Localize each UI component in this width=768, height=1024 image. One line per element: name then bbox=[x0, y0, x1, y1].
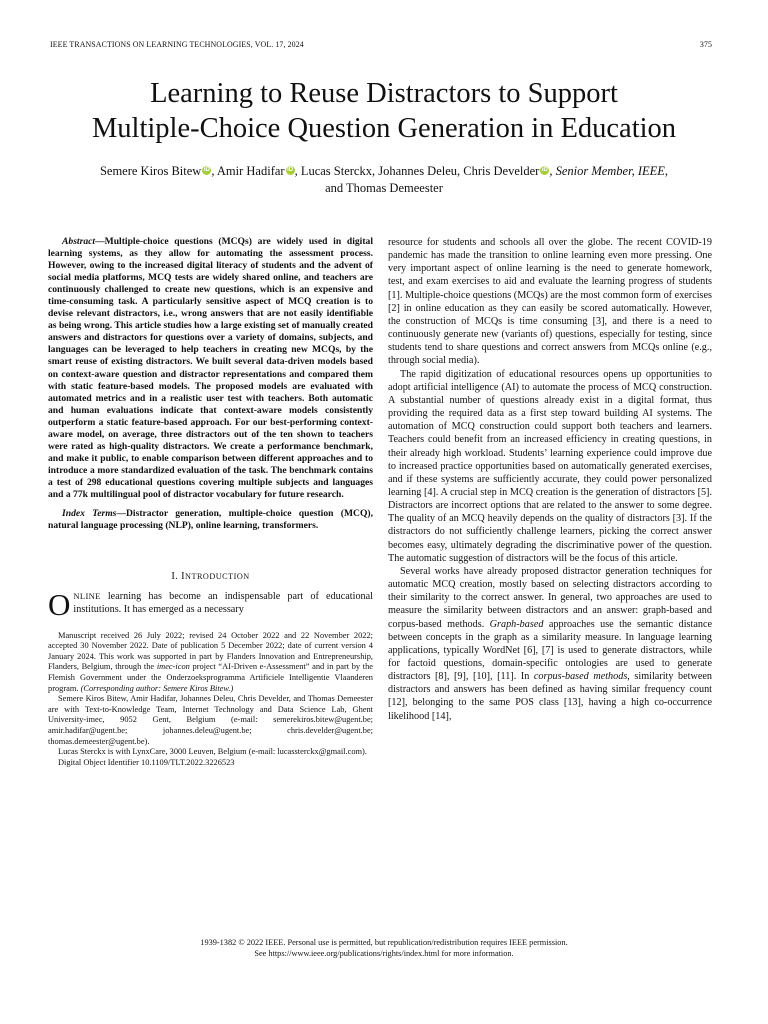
authors-line-1 bbox=[40, 163, 728, 180]
copyright-line: 1939-1382 © 2022 IEEE. Personal use is permitted, but republication/redistribution requires IEEE permission. bbox=[200, 938, 568, 947]
paper-title bbox=[40, 76, 728, 146]
abstract bbox=[48, 236, 373, 501]
author-list bbox=[40, 163, 728, 197]
abstract-text: —Multiple-choice questions (MCQs) are widely used in digital learning systems, as they allow for automating the assessment process. However, owing to the increased digital literacy of students and the advent of social media platforms, MCQ tests are widely shared online, and teachers are continuously challenged to create new questions, which is an expensive and time-consuming task. A particularly sensitive aspect of MCQ creation is to devise relevant distractors, i.e., wrong answers that are not easily identifiable as being wrong. This article studies how a large existing set of manually created answers and distractors for questions over a variety of domains, subjects, and languages can be leveraged to help teachers in creating new MCQs, by the smart reuse of existing distractors. We built several data-driven models based on context-aware question and distractor representations and compared them with static feature-based models. The proposed models are evaluated with automated metrics and in a realistic user test with teachers. Both automatic and human evaluations indicate that context-aware models consistently outperform a static feature-based approach. For our best-performing context-aware model, on average, three distractors out of the ten shown to teachers were rated as high-quality distractors. We create a performance benchmark, and make it public, to enable comparison between different approaches and to introduce a more standardized evaluation of the task. The benchmark contains a test of 298 educational questions covering multiple subjects and languages and a 77k multilingual pool of distractor vocabulary for future research. bbox=[48, 236, 373, 500]
copyright-footer bbox=[40, 937, 728, 959]
orcid-icon[interactable]: iD bbox=[203, 167, 210, 173]
section-heading-introduction: I. INTRODUCTION bbox=[171, 571, 250, 583]
author-bitew: Semere Kiros Bitew bbox=[99, 164, 202, 178]
title-line-2: Multiple-Choice Question Generation in Education bbox=[91, 113, 677, 144]
intro-paragraph bbox=[48, 587, 373, 623]
authors-line-2: and Thomas Demeester bbox=[325, 181, 443, 195]
body-paragraph-3: Several works have already proposed distractor generation techniques for automatic MCQ creation, mostly based on selecting distractors according to their similarity to the correct answer. In general, two approaches are used to measure the similarity between distractors and an answer: graph-based and corpus-based methods. Graph-based approaches use the semantic distance between concepts in the graph as a similarity measure. In language learning applications, typically WordNet [6], [7] is used to generate distractors, while for factoid questions, domain-specific ontologies are used to generate distractors [8], [9], [10], [11]. In corpus-based methods, similarity between distractors and answers has been defined as having similar frequency count [12], belonging to the same POS class [13], having a high co-occurrence likelihood [14], bbox=[388, 565, 712, 722]
index-terms bbox=[48, 508, 373, 532]
right-column bbox=[388, 236, 712, 723]
author-membership: , Senior Member, IEEE, bbox=[549, 164, 669, 178]
title-line-1: Learning to Reuse Distractors to Support bbox=[150, 78, 618, 109]
footnote-manuscript: Manuscript received 26 July 2022; revised 24 October 2022 and 22 November 2022; accepted 30 November 2022. Date of publication 5 December 2022; date of current version 4 January 2024. This work was supported in part by Flanders Innovation and Entrepreneurship, Flanders, Belgium, through the imec-icon project “AI-Driven e-Assessment” and in part by the Flemish Government under the Onderzoeksprogramma Artificiele Intelligentie Vlaanderen program. (Corresponding author: Semere Kiros Bitew.) bbox=[48, 630, 373, 693]
running-head bbox=[50, 40, 712, 52]
body-paragraph-2: The rapid digitization of educational resources opens up opportunities to adopt artificial intelligence (AI) to automate the process of MCQ construction. A substantial number of questions already exist in a digital format, thus providing the required data as a first step toward building AI systems. The automation of MCQ construction could support both teachers and learners. Teachers could benefit from an increased efficiency in creating questions, in their already high workload. Students’ learning experience could improve due to increased practice opportunities based on automatically generated exercises, and if these systems are sufficiently accurate, they could power personalized learning [4]. A crucial step in MCQ creation is the generation of distractors [5]. Distractors are incorrect options that are related to the answer to some degree. The quality of an MCQ heavily depends on the quality of distractors [3]. If the distractors do not sufficiently challenge learners, picking the correct answer becomes easy, ultimately degrading the discriminative power of the question. The automatic suggestion of distractors will be the focus of this article. bbox=[388, 368, 712, 564]
orcid-icon[interactable]: iD bbox=[287, 167, 294, 173]
authors-middle: , Lucas Sterckx, Johannes Deleu, Chris Develder bbox=[294, 164, 540, 178]
abstract-label: Abstract bbox=[62, 236, 96, 247]
footnote-lynxcare: Lucas Sterckx is with LynxCare, 3000 Leuven, Belgium (e-mail: lucassterckx@gmail.com). bbox=[58, 747, 367, 757]
rights-link[interactable]: See https://www.ieee.org/publications/rights/index.html for more information. bbox=[254, 949, 514, 958]
index-terms-text: —Distractor generation, multiple-choice question (MCQ), natural language processing (NLP), online learning, transformers. bbox=[48, 508, 373, 532]
drop-cap: O bbox=[48, 587, 71, 623]
index-terms-label: Index Terms bbox=[62, 508, 117, 520]
intro-smallcaps: NLINE bbox=[73, 591, 101, 602]
orcid-icon[interactable]: iD bbox=[541, 167, 548, 173]
intro-text: learning has become an indispensable part of educational institutions. It has emerged as a necessary bbox=[73, 591, 373, 616]
body-paragraph-1: resource for students and schools all over the globe. The recent COVID-19 pandemic has made the transition to online learning even more pressing. One very important aspect of online learning is the need to generate homework, test, and exam exercises to aid and evaluate the learning progress of students [1]. Multiple-choice questions (MCQs) are the most common form of exercises [2] in online education as they can easily be scored automatically. However, the construction of MCQs is time consuming [3], and there is a need to continuously generate new (variants of) questions, especially for testing, since students tend to share questions and correct answers from MCQs online (e.g., through social media). bbox=[388, 237, 712, 367]
author-hadifar: , Amir Hadifar bbox=[211, 164, 285, 178]
footnote-doi: Digital Object Identifier 10.1109/TLT.2022.3226523 bbox=[58, 757, 235, 767]
left-column bbox=[48, 236, 373, 768]
page-number: 375 bbox=[699, 40, 712, 49]
journal-name: IEEE TRANSACTIONS ON LEARNING TECHNOLOGIES, VOL. 17, 2024 bbox=[50, 40, 304, 49]
footnote-affiliation: Semere Kiros Bitew, Amir Hadifar, Johannes Deleu, Chris Develder, and Thomas Demeester are with Text-to-Knowledge Team, Internet Technology and Data Science Lab, Ghent University-imec, 9052 Gent, Belgium (e-mail: semerekiros.bitew@ugent.be; amir.hadifar@ugent.be; johannes.deleu@ugent.be; chris.develder@ugent.be; thomas.demeester@ugent.be). bbox=[48, 694, 373, 746]
